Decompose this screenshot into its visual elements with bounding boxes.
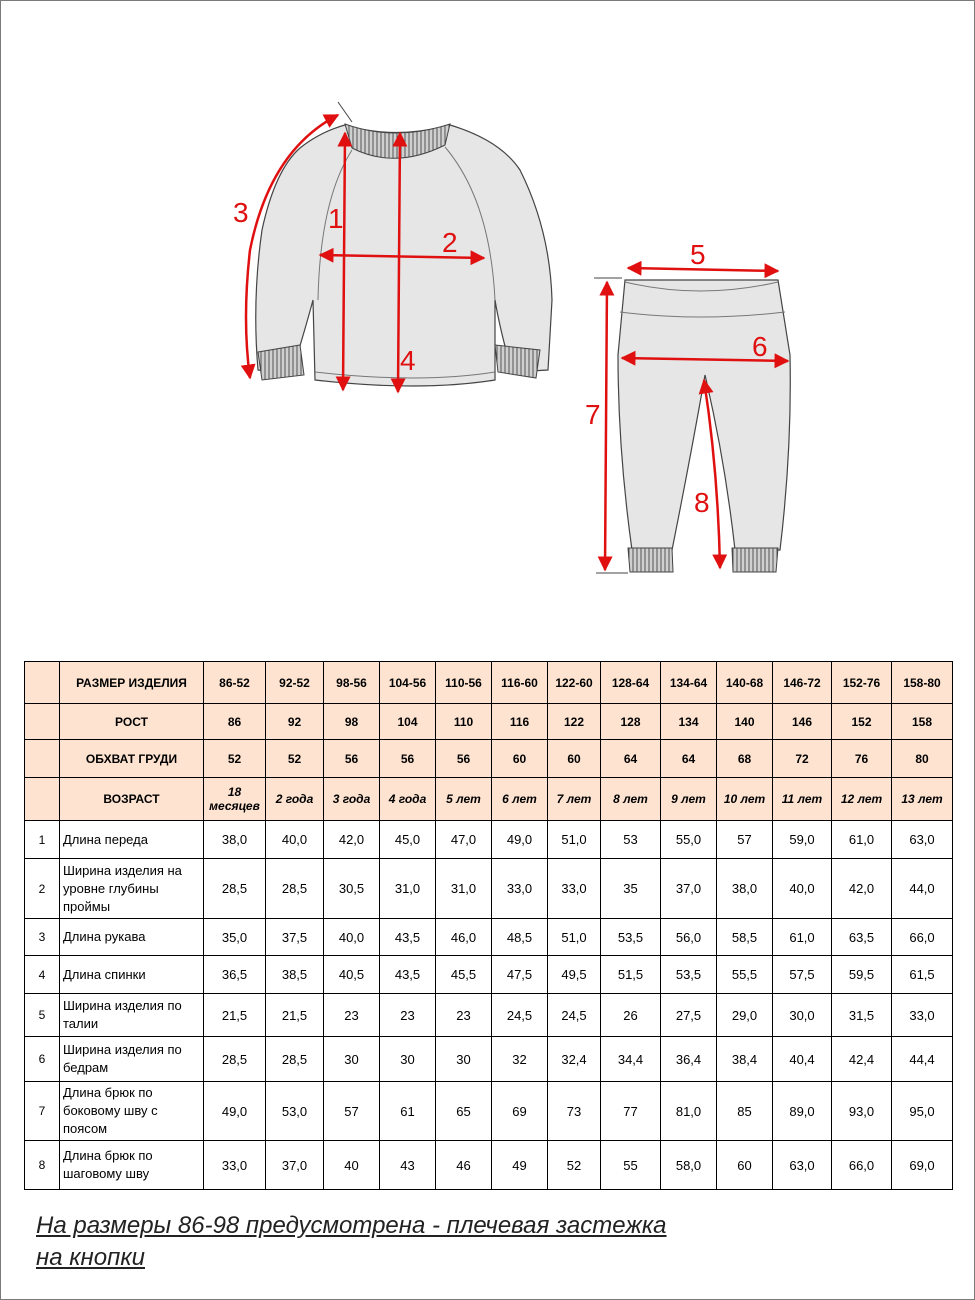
measure-label-3: 3 (233, 197, 249, 228)
measurement-name: Ширина изделия по талии (60, 994, 204, 1037)
header-value: 18 месяцев (204, 778, 266, 821)
header-value: 60 (548, 740, 601, 778)
pants-cuff-left (628, 548, 673, 572)
measurement-value: 63,0 (773, 1141, 832, 1190)
header-value: 56 (324, 740, 380, 778)
header-value: 86 (204, 704, 266, 740)
measurement-value: 47,5 (492, 956, 548, 994)
row-number: 6 (25, 1037, 60, 1082)
table-row (25, 919, 953, 956)
measurement-value: 37,0 (661, 859, 717, 919)
header-value: 110-56 (436, 662, 492, 704)
measurement-value: 23 (380, 994, 436, 1037)
measurement-value: 49,0 (492, 821, 548, 859)
measurement-value: 30 (380, 1037, 436, 1082)
measurement-value: 38,0 (204, 821, 266, 859)
measurement-value: 28,5 (266, 1037, 324, 1082)
measurement-value: 43,5 (380, 956, 436, 994)
measurement-value: 59,0 (773, 821, 832, 859)
measurement-value: 27,5 (661, 994, 717, 1037)
header-value: 7 лет (548, 778, 601, 821)
header-row (25, 704, 953, 740)
measurement-value: 63,5 (832, 919, 892, 956)
row-number: 4 (25, 956, 60, 994)
measurement-value: 66,0 (892, 919, 953, 956)
header-value: 64 (661, 740, 717, 778)
measurement-value: 26 (601, 994, 661, 1037)
measurement-value: 32,4 (548, 1037, 601, 1082)
header-value: 158 (892, 704, 953, 740)
header-value: 140-68 (717, 662, 773, 704)
header-value: 72 (773, 740, 832, 778)
header-value: 11 лет (773, 778, 832, 821)
header-value: 98-56 (324, 662, 380, 704)
size-chart-body (25, 662, 953, 1190)
measurement-value: 31,5 (832, 994, 892, 1037)
measurement-value: 53,0 (266, 1082, 324, 1141)
header-value: 104-56 (380, 662, 436, 704)
measurement-value: 95,0 (892, 1082, 953, 1141)
header-label: ОБХВАТ ГРУДИ (60, 740, 204, 778)
measurement-value: 42,4 (832, 1037, 892, 1082)
measurement-value: 57 (324, 1082, 380, 1141)
measure-label-5: 5 (690, 239, 706, 270)
measurement-value: 61 (380, 1082, 436, 1141)
header-label: РАЗМЕР ИЗДЕЛИЯ (60, 662, 204, 704)
measurement-value: 56,0 (661, 919, 717, 956)
header-value: 64 (601, 740, 661, 778)
measure-line-7 (605, 282, 607, 570)
measurement-value: 21,5 (204, 994, 266, 1037)
measurement-value: 53,5 (601, 919, 661, 956)
header-value: 134 (661, 704, 717, 740)
size-note-line-1: На размеры 86-98 предусмотрена - плечевая застежка (36, 1212, 667, 1239)
measurement-value: 40 (324, 1141, 380, 1190)
header-row (25, 740, 953, 778)
header-row (25, 662, 953, 704)
header-value: 76 (832, 740, 892, 778)
measurement-value: 48,5 (492, 919, 548, 956)
header-value: 68 (717, 740, 773, 778)
measure-label-2: 2 (442, 227, 458, 258)
row-number: 5 (25, 994, 60, 1037)
header-value: 116 (492, 704, 548, 740)
measurement-value: 30,5 (324, 859, 380, 919)
header-value: 13 лет (892, 778, 953, 821)
header-value: 122 (548, 704, 601, 740)
sweater-cuff-right (495, 345, 540, 378)
row-number: 3 (25, 919, 60, 956)
table-row (25, 956, 953, 994)
measure-label-1: 1 (328, 203, 344, 234)
measurement-value: 51,0 (548, 919, 601, 956)
measurement-name: Длина брюк по шаговому шву (60, 1141, 204, 1190)
size-chart-table (24, 661, 953, 1190)
header-index-cell (25, 740, 60, 778)
measurement-value: 59,5 (832, 956, 892, 994)
measurement-value: 46 (436, 1141, 492, 1190)
measurement-value: 44,4 (892, 1037, 953, 1082)
measurement-value: 40,0 (773, 859, 832, 919)
header-value: 104 (380, 704, 436, 740)
sweater-ref-tick (338, 102, 352, 122)
header-value: 56 (436, 740, 492, 778)
measurement-value: 33,0 (492, 859, 548, 919)
header-value: 122-60 (548, 662, 601, 704)
measurement-value: 24,5 (492, 994, 548, 1037)
measurement-value: 53 (601, 821, 661, 859)
pants-cuff-right (732, 548, 778, 572)
measurement-value: 28,5 (204, 1037, 266, 1082)
measurement-name: Длина рукава (60, 919, 204, 956)
header-value: 60 (492, 740, 548, 778)
row-number: 2 (25, 859, 60, 919)
header-value: 146-72 (773, 662, 832, 704)
measurement-value: 55,5 (717, 956, 773, 994)
measurement-value: 29,0 (717, 994, 773, 1037)
header-index-cell (25, 662, 60, 704)
measurement-value: 40,4 (773, 1037, 832, 1082)
measurement-value: 31,0 (436, 859, 492, 919)
measurement-value: 40,0 (266, 821, 324, 859)
header-label: ВОЗРАСТ (60, 778, 204, 821)
measurement-value: 31,0 (380, 859, 436, 919)
measurement-value: 24,5 (548, 994, 601, 1037)
measurement-value: 42,0 (324, 821, 380, 859)
header-value: 140 (717, 704, 773, 740)
header-value: 110 (436, 704, 492, 740)
measurement-value: 51,0 (548, 821, 601, 859)
measurement-value: 93,0 (832, 1082, 892, 1141)
measurement-value: 35 (601, 859, 661, 919)
header-value: 92-52 (266, 662, 324, 704)
header-value: 152 (832, 704, 892, 740)
header-row (25, 778, 953, 821)
measurement-value: 73 (548, 1082, 601, 1141)
header-value: 4 года (380, 778, 436, 821)
measurement-name: Длина переда (60, 821, 204, 859)
header-value: 128 (601, 704, 661, 740)
measurement-value: 36,4 (661, 1037, 717, 1082)
header-value: 10 лет (717, 778, 773, 821)
measurement-value: 66,0 (832, 1141, 892, 1190)
measurement-value: 63,0 (892, 821, 953, 859)
measurement-value: 85 (717, 1082, 773, 1141)
header-value: 52 (266, 740, 324, 778)
measurement-value: 21,5 (266, 994, 324, 1037)
measurement-name: Ширина изделия по бедрам (60, 1037, 204, 1082)
header-value: 52 (204, 740, 266, 778)
table-row (25, 994, 953, 1037)
header-value: 134-64 (661, 662, 717, 704)
measurement-value: 23 (324, 994, 380, 1037)
measurement-value: 36,5 (204, 956, 266, 994)
table-row (25, 859, 953, 919)
header-value: 5 лет (436, 778, 492, 821)
measurement-value: 77 (601, 1082, 661, 1141)
size-note (36, 1210, 667, 1274)
measurement-value: 35,0 (204, 919, 266, 956)
row-number: 1 (25, 821, 60, 859)
measurement-value: 51,5 (601, 956, 661, 994)
measurement-value: 40,5 (324, 956, 380, 994)
measurement-value: 33,0 (892, 994, 953, 1037)
measurement-value: 37,5 (266, 919, 324, 956)
measurement-value: 57,5 (773, 956, 832, 994)
header-value: 56 (380, 740, 436, 778)
measurement-value: 49,0 (204, 1082, 266, 1141)
measurement-value: 38,4 (717, 1037, 773, 1082)
measurement-name: Ширина изделия на уровне глубины проймы (60, 859, 204, 919)
measurement-value: 57 (717, 821, 773, 859)
row-number: 7 (25, 1082, 60, 1141)
measurement-value: 23 (436, 994, 492, 1037)
measurement-value: 33,0 (548, 859, 601, 919)
measurement-value: 61,5 (892, 956, 953, 994)
header-value: 158-80 (892, 662, 953, 704)
measurement-value: 69 (492, 1082, 548, 1141)
pants-drawing (618, 280, 790, 572)
header-value: 116-60 (492, 662, 548, 704)
header-value: 3 года (324, 778, 380, 821)
header-index-cell (25, 704, 60, 740)
measurement-name: Длина брюк по боковому шву с поясом (60, 1082, 204, 1141)
header-value: 80 (892, 740, 953, 778)
measurement-value: 89,0 (773, 1082, 832, 1141)
garment-diagram (0, 0, 975, 620)
measurement-value: 38,5 (266, 956, 324, 994)
measurement-value: 52 (548, 1141, 601, 1190)
measurement-value: 55,0 (661, 821, 717, 859)
measurement-value: 58,5 (717, 919, 773, 956)
measurement-value: 28,5 (266, 859, 324, 919)
header-value: 6 лет (492, 778, 548, 821)
measurement-value: 30,0 (773, 994, 832, 1037)
table-row (25, 821, 953, 859)
measurement-value: 45,5 (436, 956, 492, 994)
header-value: 128-64 (601, 662, 661, 704)
measurement-value: 42,0 (832, 859, 892, 919)
measurement-value: 81,0 (661, 1082, 717, 1141)
measurement-value: 34,4 (601, 1037, 661, 1082)
header-value: 152-76 (832, 662, 892, 704)
measurement-name: Длина спинки (60, 956, 204, 994)
header-value: 2 года (266, 778, 324, 821)
measurement-value: 30 (436, 1037, 492, 1082)
measurement-value: 44,0 (892, 859, 953, 919)
measure-label-4: 4 (400, 345, 416, 376)
header-label: РОСТ (60, 704, 204, 740)
measure-label-8: 8 (694, 487, 710, 518)
measurement-value: 40,0 (324, 919, 380, 956)
size-note-line-2: на кнопки (36, 1244, 145, 1271)
measurement-value: 49 (492, 1141, 548, 1190)
table-row (25, 1082, 953, 1141)
measurement-value: 55 (601, 1141, 661, 1190)
header-value: 92 (266, 704, 324, 740)
table-row (25, 1141, 953, 1190)
measurement-value: 49,5 (548, 956, 601, 994)
measurement-value: 33,0 (204, 1141, 266, 1190)
measure-label-7: 7 (585, 399, 601, 430)
measurement-value: 45,0 (380, 821, 436, 859)
measurement-value: 61,0 (773, 919, 832, 956)
measurement-value: 38,0 (717, 859, 773, 919)
measurement-value: 60 (717, 1141, 773, 1190)
table-row (25, 1037, 953, 1082)
header-value: 9 лет (661, 778, 717, 821)
measurement-value: 30 (324, 1037, 380, 1082)
measurement-value: 58,0 (661, 1141, 717, 1190)
header-value: 98 (324, 704, 380, 740)
measurement-value: 37,0 (266, 1141, 324, 1190)
measurement-value: 53,5 (661, 956, 717, 994)
measurement-value: 43 (380, 1141, 436, 1190)
measure-label-6: 6 (752, 331, 768, 362)
header-value: 8 лет (601, 778, 661, 821)
measurement-value: 43,5 (380, 919, 436, 956)
measurement-value: 32 (492, 1037, 548, 1082)
row-number: 8 (25, 1141, 60, 1190)
header-value: 146 (773, 704, 832, 740)
measurement-value: 28,5 (204, 859, 266, 919)
header-index-cell (25, 778, 60, 821)
header-value: 12 лет (832, 778, 892, 821)
measurement-value: 47,0 (436, 821, 492, 859)
header-value: 86-52 (204, 662, 266, 704)
measurement-value: 46,0 (436, 919, 492, 956)
measurement-value: 61,0 (832, 821, 892, 859)
measurement-value: 65 (436, 1082, 492, 1141)
measurement-value: 69,0 (892, 1141, 953, 1190)
